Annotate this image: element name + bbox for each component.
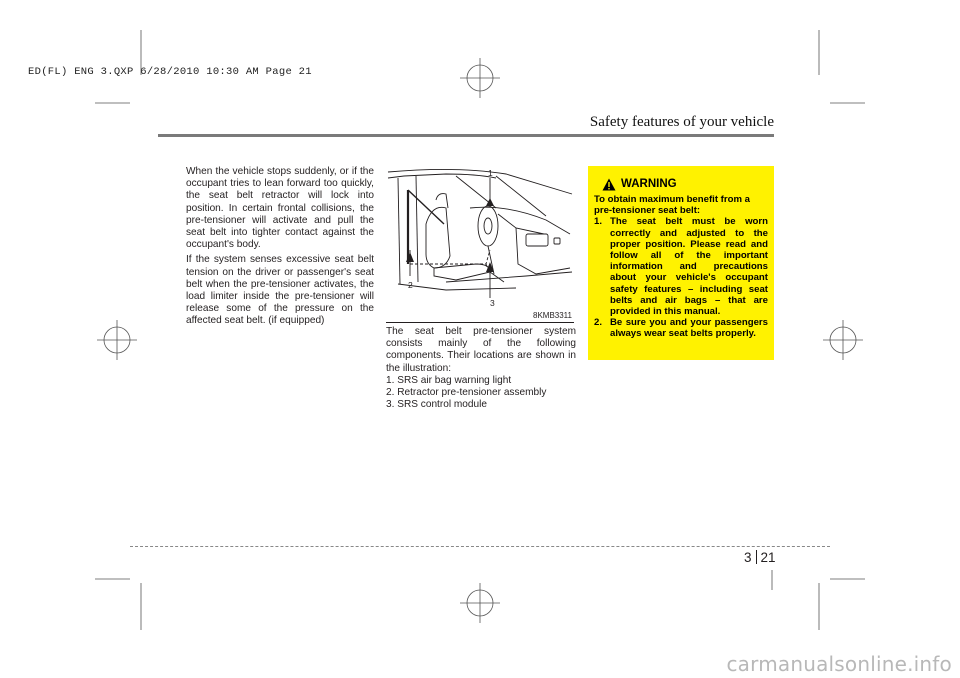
watermark: carmanualsonline.info <box>726 652 952 676</box>
warning-triangle-icon <box>602 178 616 191</box>
paragraph-2: If the system senses excessive seat belt tension on the driver or passenger's seat belt when the pre-tensioner activates, the load limiter inside the pre-tensioner will release some of the pressure on the affected seat belt. (if equipped) <box>186 254 374 327</box>
body-column-2 <box>386 326 576 411</box>
warning-item <box>594 216 768 317</box>
warning-body <box>594 194 768 340</box>
chapter-number: 3 <box>744 550 752 565</box>
callout-1: 1 <box>488 168 493 178</box>
title-rule <box>158 134 774 137</box>
pretensioner-illustration <box>386 164 574 323</box>
section-title: Safety features of your vehicle <box>589 114 774 130</box>
warning-box <box>588 166 774 360</box>
warning-title: WARNING <box>621 178 677 190</box>
callout-3: 3 <box>490 298 495 308</box>
warning-header <box>602 176 768 192</box>
warning-item-number: 1. <box>594 216 603 228</box>
component-item: 3. SRS control module <box>386 399 487 411</box>
warning-item-text: The seat belt must be worn correctly and adjusted to the proper position. Please read and follow all of the important information and precautions about your vehicle's occupant safety features – including seat belts and air bags – that are provided in this manual. <box>610 216 768 318</box>
component-item: 2. Retractor pre-tensioner assembly <box>386 387 547 399</box>
page-number-divider <box>756 550 757 564</box>
warning-lead: To obtain maximum benefit from a pre-tensioner seat belt: <box>594 194 751 217</box>
page-number-value: 21 <box>760 550 776 565</box>
component-item: 1. SRS air bag warning light <box>386 374 512 386</box>
page-number <box>744 550 776 565</box>
body-column-1 <box>186 166 374 331</box>
warning-item <box>594 317 768 339</box>
components-intro: The seat belt pre-tensioner system consists mainly of the following components. Their locations are shown in the illustration: <box>386 326 576 374</box>
paragraph-1: When the vehicle stops suddenly, or if the occupant tries to lean forward too quickly, the seat belt retractor will lock into position. In certain frontal collisions, the pre-tensioner will activate and pull the seat belt into tighter contact against the occupant's body. <box>186 166 374 251</box>
warning-item-text: Be sure you and your passengers always wear seat belts properly. <box>610 317 768 340</box>
car-interior-drawing <box>386 164 574 322</box>
print-slug: ED(FL) ENG 3.QXP 6/28/2010 10:30 AM Page 21 <box>28 66 312 78</box>
callout-2: 2 <box>408 280 413 290</box>
footer-rule <box>130 546 830 547</box>
figure-code: 8KMB3311 <box>533 311 572 320</box>
warning-item-number: 2. <box>594 317 603 329</box>
